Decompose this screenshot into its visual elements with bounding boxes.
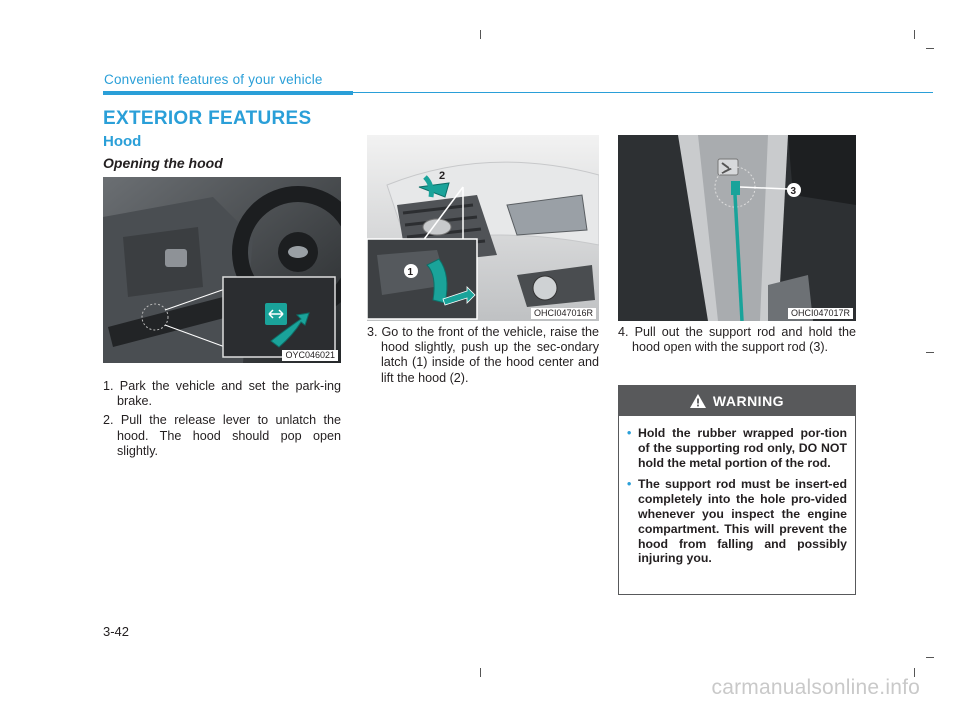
step-3: 3. Go to the front of the vehicle, raise the hood slightly, push up the sec-ondary latch (1) inside of the hood center and lift the hood (2).	[367, 325, 599, 385]
figure-code: OHCI047017R	[788, 308, 853, 319]
warning-item-text: Hold the rubber wrapped por-tion of the supporting rod only, DO NOT hold the metal portion of the rod.	[638, 426, 847, 470]
warning-header	[619, 386, 855, 416]
crop-mark	[926, 48, 934, 49]
warning-box	[618, 385, 856, 595]
steps-column-2	[367, 325, 599, 390]
warning-title: WARNING	[712, 393, 785, 409]
warning-item	[627, 426, 847, 470]
crop-mark	[926, 352, 934, 353]
warning-item	[627, 477, 847, 566]
crop-mark	[480, 30, 481, 39]
warning-body	[619, 416, 855, 566]
chapter-header: Convenient features of your vehicle	[104, 72, 323, 87]
section-title: EXTERIOR FEATURES	[103, 108, 312, 129]
crop-mark	[480, 668, 481, 677]
support-rod-illustration	[618, 135, 856, 321]
figure-code: OYC046021	[282, 350, 338, 361]
step-2: 2. Pull the release lever to unlatch the hood. The hood should pop open slightly.	[103, 413, 341, 458]
step-4: 4. Pull out the support rod and hold the hood open with the support rod (3).	[618, 325, 856, 355]
watermark: carmanualsonline.info	[711, 676, 920, 699]
crop-mark	[926, 657, 934, 658]
steps-column-1	[103, 379, 341, 463]
topic-title: Opening the hood	[103, 155, 223, 171]
subsection-title: Hood	[103, 133, 142, 150]
callout-1: 1	[407, 267, 414, 278]
callout-3: 3	[790, 186, 797, 197]
callout-2: 2	[439, 170, 446, 182]
header-accent-bar	[103, 91, 353, 95]
figure-code: OHCI047016R	[531, 308, 596, 319]
figure-secondary-latch	[367, 135, 599, 321]
page-number: 3-42	[103, 624, 130, 639]
bullet-icon: •	[627, 426, 632, 440]
steps-column-3	[618, 325, 856, 359]
warning-triangle-icon	[690, 394, 706, 408]
header-rule	[353, 92, 933, 93]
step-1: 1. Park the vehicle and set the park-ing brake.	[103, 379, 341, 409]
figure-release-lever	[103, 177, 341, 363]
release-lever-illustration	[103, 177, 341, 363]
figure-support-rod	[618, 135, 856, 321]
crop-mark	[914, 30, 915, 39]
secondary-latch-illustration	[367, 135, 599, 321]
warning-item-text: The support rod must be insert-ed completely into the hole pro-vided whenever you inspect the engine compartment. This will prevent the hood from falling and possibly injuring you.	[638, 477, 847, 566]
bullet-icon: •	[627, 477, 632, 492]
